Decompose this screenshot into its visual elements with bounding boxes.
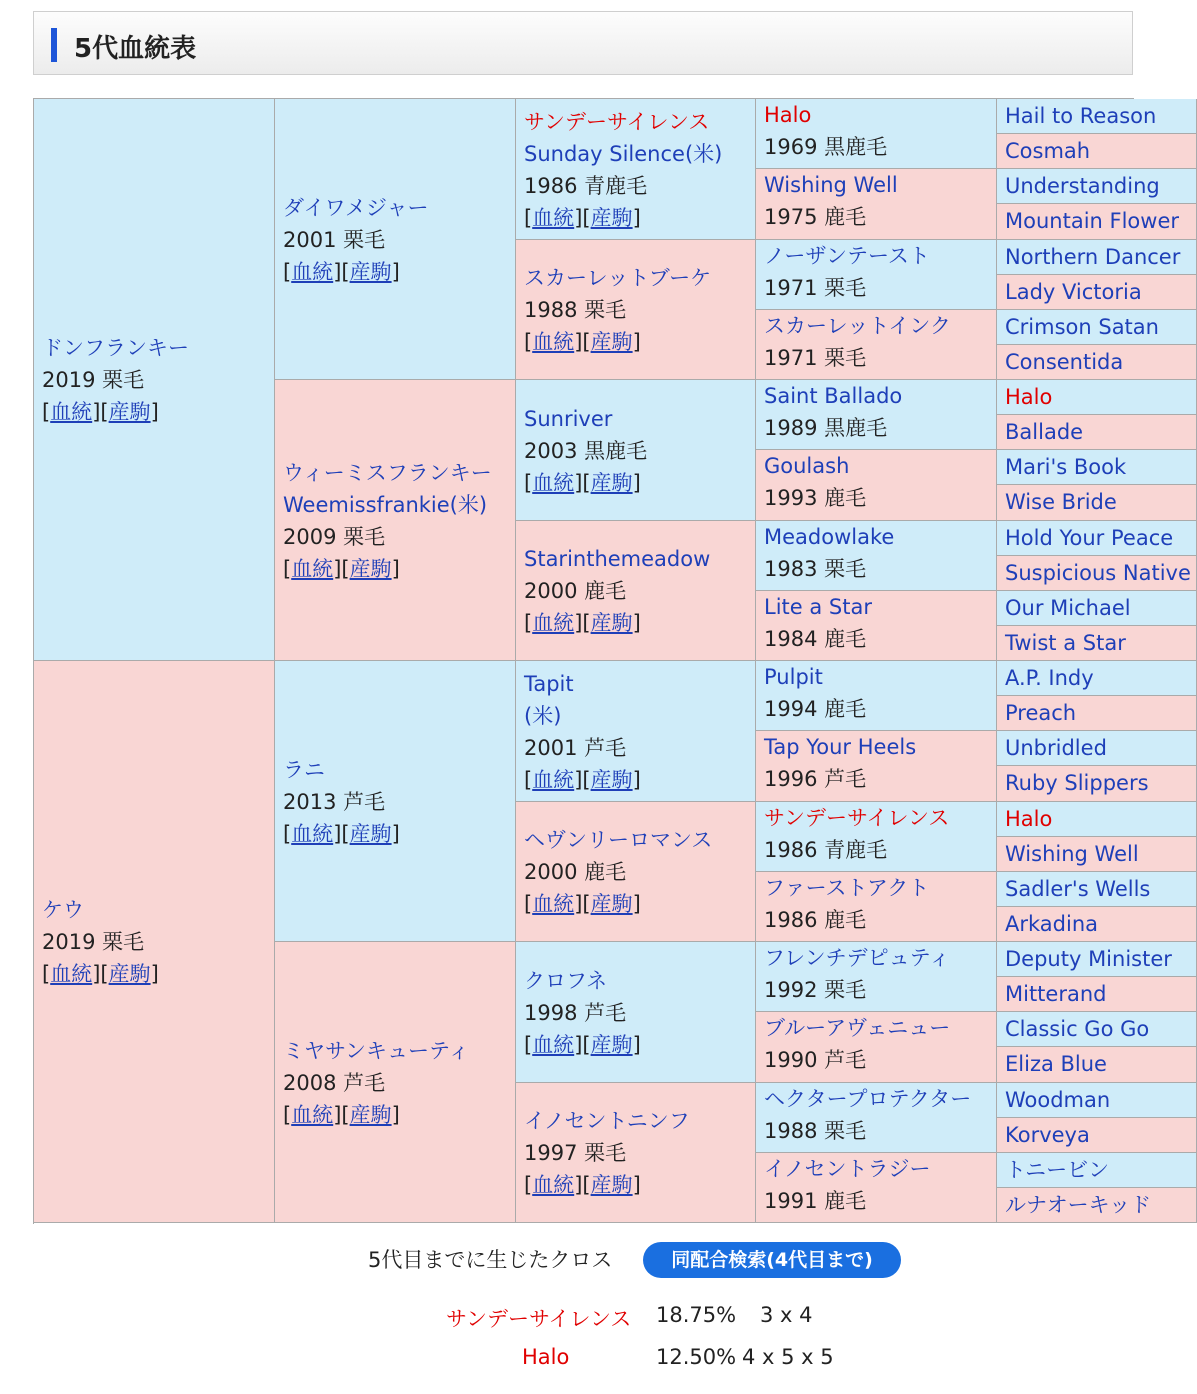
horse-name-link[interactable]: スカーレットインク (764, 314, 951, 338)
progeny-link[interactable]: 産駒 (108, 400, 151, 424)
pedigree-cell-gen5 (997, 907, 1197, 942)
horse-name-link[interactable]: Lite a Star (764, 595, 872, 619)
pedigree-link[interactable]: 血統 (291, 1103, 334, 1127)
horse-name-link[interactable]: Pulpit (764, 665, 823, 689)
horse-birth-color: 1986 青鹿毛 (524, 174, 648, 198)
progeny-link[interactable]: 産駒 (108, 962, 151, 986)
horse-name-link[interactable]: Korveya (1005, 1123, 1090, 1147)
pedigree-cell-gen5 (997, 1012, 1197, 1047)
pedigree-cell-gen2 (275, 380, 516, 661)
progeny-link[interactable]: 産駒 (590, 206, 633, 230)
horse-name-link[interactable]: Twist a Star (1005, 631, 1126, 655)
horse-name-link[interactable]: Woodman (1005, 1088, 1111, 1112)
pedigree-cell-gen5 (997, 872, 1197, 907)
horse-birth-color: 1988 栗毛 (524, 298, 627, 322)
horse-links: [血統][産駒] (524, 1033, 641, 1057)
horse-name-link[interactable]: ウィーミスフランキー (283, 461, 492, 485)
horse-name-link[interactable]: ケウ (42, 898, 84, 922)
pedigree-link[interactable]: 血統 (291, 822, 334, 846)
horse-name-origin[interactable]: Sunday Silence(米) (524, 142, 723, 166)
horse-name-link[interactable]: イノセントラジー (764, 1157, 931, 1181)
pedigree-link[interactable]: 血統 (532, 1173, 575, 1197)
pedigree-cell-gen1 (34, 661, 275, 1223)
horse-links: [血統][産駒] (524, 1173, 641, 1197)
horse-links: [血統][産駒] (524, 892, 641, 916)
progeny-link[interactable]: 産駒 (349, 1103, 392, 1127)
horse-name-link[interactable]: Unbridled (1005, 736, 1107, 760)
pedigree-table (33, 98, 1191, 1224)
pedigree-cell-gen5 (997, 240, 1197, 275)
horse-name-link[interactable]: Mountain Flower (1005, 209, 1179, 233)
pedigree-cell-gen3 (516, 1083, 756, 1223)
progeny-link[interactable]: 産駒 (349, 822, 392, 846)
cross-title: 5代目までに生じたクロス (368, 1248, 613, 1272)
horse-links: [血統][産駒] (524, 330, 641, 354)
horse-name-link[interactable]: Hail to Reason (1005, 104, 1157, 128)
progeny-link[interactable]: 産駒 (590, 1033, 633, 1057)
pedigree-cell-gen4 (756, 450, 997, 521)
pedigree-cell-gen5 (997, 696, 1197, 731)
progeny-link[interactable]: 産駒 (349, 557, 392, 581)
pedigree-link[interactable]: 血統 (532, 892, 575, 916)
pedigree-cell-gen3 (516, 942, 756, 1083)
pedigree-cell-gen2 (275, 99, 516, 380)
horse-birth-color: 1989 黒鹿毛 (764, 416, 888, 440)
pedigree-cell-gen4 (756, 380, 997, 450)
horse-name-origin[interactable]: (米) (524, 704, 562, 728)
horse-name-link[interactable]: Ballade (1005, 420, 1084, 444)
pedigree-cell-gen5 (997, 942, 1197, 977)
progeny-link[interactable]: 産駒 (590, 471, 633, 495)
pedigree-cell-gen4 (756, 1012, 997, 1083)
horse-name-link[interactable]: Lady Victoria (1005, 280, 1142, 304)
horse-name-link[interactable]: Northern Dancer (1005, 245, 1181, 269)
pedigree-cell-gen5 (997, 415, 1197, 450)
pedigree-link[interactable]: 血統 (291, 260, 334, 284)
cross-pattern: 4 x 5 x 5 (742, 1345, 834, 1369)
pedigree-cell-gen4 (756, 872, 997, 942)
horse-birth-color: 1983 栗毛 (764, 557, 867, 581)
horse-name-link[interactable]: Halo (1005, 807, 1053, 831)
section-title: 5代血統表 (74, 34, 197, 64)
pedigree-cell-gen5 (997, 766, 1197, 802)
progeny-link[interactable]: 産駒 (349, 260, 392, 284)
horse-birth-color: 1988 栗毛 (764, 1119, 867, 1143)
horse-birth-color: 1994 鹿毛 (764, 697, 867, 721)
horse-birth-color: 1971 栗毛 (764, 346, 867, 370)
horse-name-link[interactable]: Sadler's Wells (1005, 877, 1151, 901)
horse-name-link[interactable]: Halo (1005, 385, 1053, 409)
horse-name-link[interactable]: Meadowlake (764, 525, 895, 549)
horse-name-link[interactable]: ノーザンテースト (764, 244, 930, 268)
pedigree-cell-gen5 (997, 626, 1197, 661)
pedigree-cell-gen3 (516, 240, 756, 380)
horse-name-link[interactable]: Wishing Well (1005, 842, 1139, 866)
horse-name-link[interactable]: Tap Your Heels (764, 735, 917, 759)
horse-name-link[interactable]: トニービン (1005, 1158, 1110, 1182)
pedigree-link[interactable]: 血統 (532, 330, 575, 354)
pedigree-cell-gen3 (516, 802, 756, 942)
horse-name-link[interactable]: Wise Bride (1005, 490, 1117, 514)
horse-birth-color: 2009 栗毛 (283, 525, 386, 549)
horse-name-link[interactable]: スカーレットブーケ (524, 266, 712, 290)
horse-birth-color: 1971 栗毛 (764, 276, 867, 300)
horse-name-link[interactable]: ダイワメジャー (283, 196, 429, 220)
horse-birth-color: 1990 芦毛 (764, 1048, 867, 1072)
horse-name-link[interactable]: ドンフランキー (42, 336, 189, 360)
horse-birth-color: 1986 鹿毛 (764, 908, 867, 932)
progeny-link[interactable]: 産駒 (590, 330, 633, 354)
horse-birth-color: 2008 芦毛 (283, 1071, 386, 1095)
horse-name-link[interactable]: Tapit (524, 672, 574, 696)
pedigree-cell-gen2 (275, 942, 516, 1223)
horse-name-link[interactable]: Saint Ballado (764, 384, 903, 408)
pedigree-cell-gen4 (756, 731, 997, 802)
horse-birth-color: 1991 鹿毛 (764, 1189, 867, 1213)
horse-name-origin[interactable]: Weemissfrankie(米) (283, 493, 488, 517)
horse-links: [血統][産駒] (42, 400, 159, 424)
pedigree-link[interactable]: 血統 (291, 557, 334, 581)
cross-horse-name[interactable]: Halo (522, 1345, 570, 1369)
horse-name-link[interactable]: ヘヴンリーロマンス (524, 828, 713, 852)
pedigree-cell-gen5 (997, 1047, 1197, 1083)
pedigree-cell-gen1 (34, 99, 275, 661)
horse-name-link[interactable]: Goulash (764, 454, 850, 478)
horse-birth-color: 1997 栗毛 (524, 1141, 627, 1165)
horse-name-link[interactable]: ミヤサンキューティ (283, 1039, 470, 1063)
cross-horse-name[interactable]: サンデーサイレンス (446, 1307, 632, 1331)
cross-percentage: 18.75% (656, 1303, 737, 1327)
horse-birth-color: 2019 栗毛 (42, 368, 145, 392)
horse-links: [血統][産駒] (524, 768, 641, 792)
pedigree-cell-gen3 (516, 521, 756, 661)
horse-birth-color: 2001 芦毛 (524, 736, 627, 760)
horse-name-link[interactable]: ヘクタープロテクター (764, 1087, 972, 1111)
pedigree-cell-gen5 (997, 204, 1197, 240)
horse-birth-color: 1975 鹿毛 (764, 205, 867, 229)
horse-name-link[interactable]: Understanding (1005, 174, 1160, 198)
progeny-link[interactable]: 産駒 (590, 1173, 633, 1197)
pedigree-cell-gen4 (756, 240, 997, 310)
pedigree-cell-gen5 (997, 275, 1197, 310)
pedigree-cell-gen5 (997, 310, 1197, 345)
pedigree-link[interactable]: 血統 (532, 471, 575, 495)
horse-name-link[interactable]: Our Michael (1005, 596, 1131, 620)
pedigree-cell-gen3 (516, 661, 756, 802)
horse-links: [血統][産駒] (283, 260, 400, 284)
pedigree-cell-gen4 (756, 169, 997, 240)
horse-name-link[interactable]: Mari's Book (1005, 455, 1127, 479)
horse-name-link[interactable]: Classic Go Go (1005, 1017, 1150, 1041)
horse-name-link[interactable]: Crimson Satan (1005, 315, 1159, 339)
horse-birth-color: 1992 栗毛 (764, 978, 867, 1002)
horse-birth-color: 1996 芦毛 (764, 767, 867, 791)
horse-links: [血統][産駒] (283, 1103, 400, 1127)
horse-name-link[interactable]: フレンチデピュティ (764, 946, 950, 970)
pedigree-cell-gen3 (516, 99, 756, 240)
pedigree-cell-gen4 (756, 1153, 997, 1223)
pedigree-cell-gen5 (997, 1188, 1197, 1223)
horse-name-link[interactable]: Starinthemeadow (524, 547, 711, 571)
horse-links: [血統][産駒] (524, 206, 641, 230)
horse-name-link[interactable]: ラニ (283, 758, 325, 782)
pedigree-cell-gen5 (997, 134, 1197, 169)
cross-percentage: 12.50% (656, 1345, 737, 1369)
horse-birth-color: 2000 鹿毛 (524, 579, 627, 603)
pedigree-cell-gen2 (275, 661, 516, 942)
horse-name-link[interactable]: Hold Your Peace (1005, 526, 1174, 550)
horse-name-link[interactable]: Suspicious Native (1005, 561, 1191, 585)
horse-links: [血統][産駒] (283, 822, 400, 846)
horse-name-link[interactable]: Ruby Slippers (1005, 771, 1149, 795)
pedigree-cell-gen5 (997, 1083, 1197, 1118)
horse-name-link[interactable]: ルナオーキッド (1005, 1193, 1152, 1217)
horse-birth-color: 2001 栗毛 (283, 228, 386, 252)
same-mating-search-button[interactable]: 同配合検索(4代目まで) (643, 1242, 901, 1278)
pedigree-link[interactable]: 血統 (532, 611, 575, 635)
pedigree-cell-gen4 (756, 1083, 997, 1153)
pedigree-cell-gen5 (997, 837, 1197, 872)
pedigree-link[interactable]: 血統 (532, 1033, 575, 1057)
pedigree-cell-gen5 (997, 1118, 1197, 1153)
horse-name-link[interactable]: イノセントニンフ (524, 1109, 690, 1133)
progeny-link[interactable]: 産駒 (590, 892, 633, 916)
horse-name-link[interactable]: Halo (764, 103, 812, 127)
horse-birth-color: 2019 栗毛 (42, 930, 145, 954)
horse-name-link[interactable]: サンデーサイレンス (524, 110, 710, 134)
horse-name-link[interactable]: Deputy Minister (1005, 947, 1172, 971)
pedigree-cell-gen4 (756, 802, 997, 872)
pedigree-link[interactable]: 血統 (532, 768, 575, 792)
horse-name-link[interactable]: Preach (1005, 701, 1077, 725)
horse-name-link[interactable]: ブルーアヴェニュー (764, 1016, 951, 1040)
horse-birth-color: 1984 鹿毛 (764, 627, 867, 651)
horse-name-link[interactable]: Mitterand (1005, 982, 1107, 1006)
horse-birth-color: 1998 芦毛 (524, 1001, 627, 1025)
pedigree-link[interactable]: 血統 (532, 206, 575, 230)
horse-birth-color: 2000 鹿毛 (524, 860, 627, 884)
horse-birth-color: 2003 黒鹿毛 (524, 439, 648, 463)
pedigree-cell-gen4 (756, 310, 997, 380)
progeny-link[interactable]: 産駒 (590, 768, 633, 792)
horse-birth-color: 1993 鹿毛 (764, 486, 867, 510)
horse-name-link[interactable]: A.P. Indy (1005, 666, 1094, 690)
pedigree-cell-gen5 (997, 661, 1197, 696)
horse-links: [血統][産駒] (524, 611, 641, 635)
pedigree-cell-gen4 (756, 521, 997, 591)
pedigree-cell-gen5 (997, 169, 1197, 204)
horse-links: [血統][産駒] (524, 471, 641, 495)
horse-birth-color: 1969 黒鹿毛 (764, 135, 888, 159)
pedigree-cell-gen4 (756, 99, 997, 169)
pedigree-link[interactable]: 血統 (50, 400, 93, 424)
horse-birth-color: 1986 青鹿毛 (764, 838, 888, 862)
horse-name-link[interactable]: Cosmah (1005, 139, 1091, 163)
pedigree-cell-gen4 (756, 661, 997, 731)
header-accent-bar (51, 28, 57, 62)
pedigree-link[interactable]: 血統 (50, 962, 93, 986)
horse-links: [血統][産駒] (42, 962, 159, 986)
horse-name-link[interactable]: Wishing Well (764, 173, 898, 197)
pedigree-cell-gen5 (997, 556, 1197, 591)
pedigree-cell-gen5 (997, 380, 1197, 415)
horse-name-link[interactable]: クロフネ (524, 969, 608, 993)
horse-name-link[interactable]: ファーストアクト (764, 876, 930, 900)
horse-name-link[interactable]: サンデーサイレンス (764, 806, 950, 830)
pedigree-cell-gen5 (997, 591, 1197, 626)
pedigree-cell-gen5 (997, 99, 1197, 134)
pedigree-cell-gen5 (997, 731, 1197, 766)
horse-links: [血統][産駒] (283, 557, 400, 581)
horse-name-link[interactable]: Arkadina (1005, 912, 1099, 936)
pedigree-cell-gen5 (997, 521, 1197, 556)
pedigree-cell-gen5 (997, 450, 1197, 485)
pedigree-cell-gen3 (516, 380, 756, 521)
pedigree-cell-gen5 (997, 485, 1197, 521)
section-header (33, 11, 1133, 75)
pedigree-cell-gen4 (756, 591, 997, 661)
cross-pattern: 3 x 4 (760, 1303, 813, 1327)
horse-name-link[interactable]: Sunriver (524, 407, 613, 431)
progeny-link[interactable]: 産駒 (590, 611, 633, 635)
pedigree-cell-gen5 (997, 802, 1197, 837)
horse-name-link[interactable]: Consentida (1005, 350, 1124, 374)
horse-name-link[interactable]: Eliza Blue (1005, 1052, 1107, 1076)
pedigree-cell-gen4 (756, 942, 997, 1012)
pedigree-cell-gen5 (997, 977, 1197, 1012)
horse-birth-color: 2013 芦毛 (283, 790, 386, 814)
pedigree-cell-gen5 (997, 1153, 1197, 1188)
pedigree-cell-gen5 (997, 345, 1197, 380)
